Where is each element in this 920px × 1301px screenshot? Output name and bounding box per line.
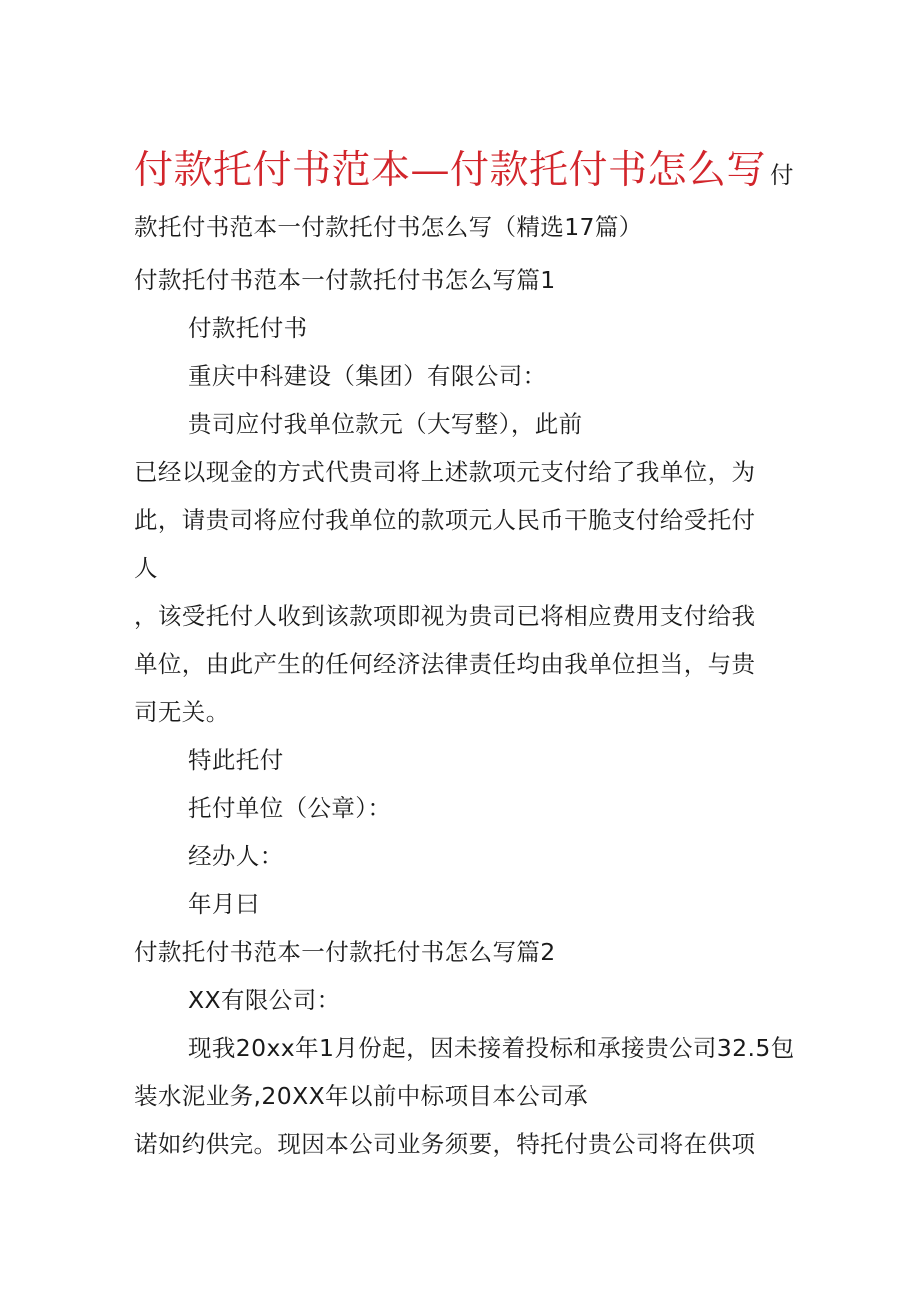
section1-paragraph1-line1: 贵司应付我单位款元（大写整），此前: [188, 410, 583, 438]
document-title-line: [134, 148, 794, 201]
section1-paragraph1-line2: 已经以现金的方式代贵司将上述款项元支付给了我单位，为: [134, 458, 756, 486]
section1-paragraph1-line3: 此，请贵司将应付我单位的款项元人民币干脆支付给受托付: [134, 506, 756, 534]
section1-doc-title: 付款托付书: [188, 314, 308, 342]
section1-paragraph2-line2: 单位，由此产生的任何经济法律责任均由我单位担当，与贵: [134, 650, 756, 678]
section2-paragraph1-line1: 现我20xx年1月份起，因未接着投标和承接贵公司32.5包: [188, 1034, 795, 1062]
section1-paragraph2-line3: 司无关。: [134, 698, 230, 726]
section1-handler: 经办人：: [188, 842, 284, 870]
section2-paragraph1-line3: 诺如约供完。现因本公司业务须要，特托付贵公司将在供项: [134, 1130, 756, 1158]
section2-paragraph1-line2: 装水泥业务,20XX年以前中标项目本公司承: [134, 1082, 588, 1110]
section1-closing: 特此托付: [188, 746, 284, 774]
section2-addressee: XX有限公司：: [188, 986, 341, 1014]
section1-sign-unit: 托付单位（公章）：: [188, 794, 392, 822]
section2-heading: 付款托付书范本一付款托付书怎么写篇2: [134, 938, 556, 966]
section1-paragraph1-line4: 人: [134, 554, 158, 582]
section1-date: 年月曰: [188, 890, 260, 918]
section1-paragraph2-line1: ，该受托付人收到该款项即视为贵司已将相应费用支付给我: [134, 602, 756, 630]
document-title-tail: 付: [770, 161, 794, 189]
section1-heading: 付款托付书范本一付款托付书怎么写篇1: [134, 266, 556, 294]
document-title: 付款托付书范本—付款托付书怎么写: [134, 148, 767, 193]
document-subtitle: 款托付书范本一付款托付书怎么写（精选17篇）: [134, 213, 643, 241]
section1-addressee: 重庆中科建设（集团）有限公司：: [188, 362, 547, 390]
